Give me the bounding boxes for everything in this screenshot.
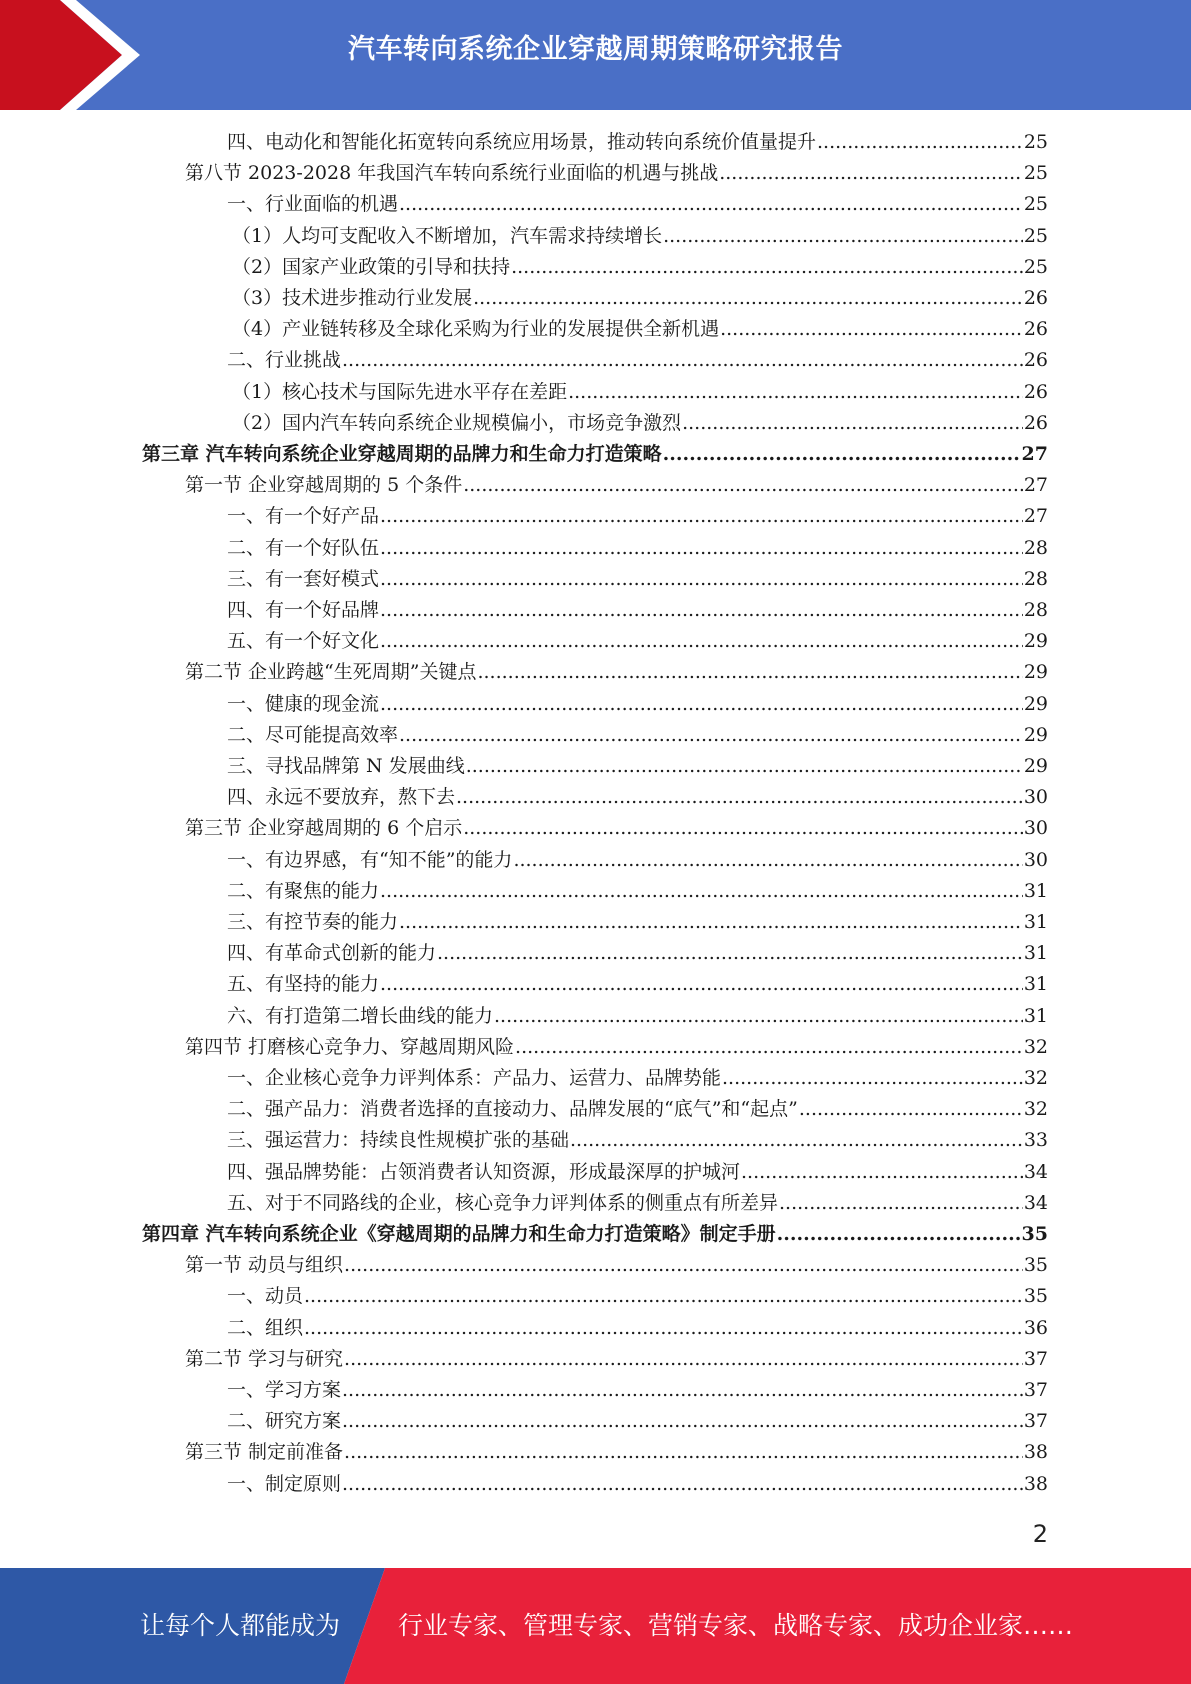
toc-entry-title: （1）人均可支配收入不断增加，汽车需求持续增长: [232, 224, 663, 247]
toc-dot-leader: [473, 283, 1023, 314]
toc-dot-leader: [304, 1281, 1023, 1312]
toc-dot-leader: [342, 1469, 1023, 1500]
toc-entry-title: 二、有一个好队伍: [227, 536, 380, 559]
toc-entry-page: 28: [1023, 536, 1048, 559]
toc-dot-leader: [799, 1094, 1023, 1125]
toc-entry[interactable]: [227, 1313, 1048, 1344]
toc-dot-leader: [342, 345, 1023, 376]
toc-dot-leader: [456, 782, 1023, 813]
toc-dot-leader: [399, 907, 1023, 938]
toc-entry[interactable]: [227, 189, 1048, 220]
toc-entry[interactable]: [227, 845, 1048, 876]
toc-entry-page: 30: [1023, 817, 1048, 840]
toc-entry-page: 28: [1023, 567, 1048, 590]
toc-entry-title: 第四节 打磨核心竞争力、穿越周期风险: [185, 1035, 515, 1058]
toc-entry[interactable]: [227, 564, 1048, 595]
toc-entry-title: 一、健康的现金流: [227, 692, 380, 715]
toc-entry[interactable]: [232, 377, 1048, 408]
toc-dot-leader: [682, 408, 1023, 439]
toc-dot-leader: [466, 751, 1023, 782]
toc-entry-title: 一、动员: [227, 1285, 304, 1308]
toc-entry[interactable]: [227, 1281, 1048, 1312]
toc-entry[interactable]: [232, 408, 1048, 439]
toc-entry-title: 第三章 汽车转向系统企业穿越周期的品牌力和生命力打造策略: [142, 443, 662, 465]
page-header: [0, 0, 1191, 110]
toc-dot-leader: [722, 1063, 1023, 1094]
toc-entry-page: 32: [1023, 1098, 1048, 1121]
toc-entry[interactable]: [227, 751, 1048, 782]
toc-entry-page: 34: [1023, 1191, 1048, 1214]
toc-dot-leader: [719, 158, 1023, 189]
toc-entry[interactable]: [227, 689, 1048, 720]
toc-dot-leader: [511, 252, 1023, 283]
toc-entry[interactable]: [227, 876, 1048, 907]
toc-entry-page: 31: [1023, 1004, 1048, 1027]
toc-entry-page: 26: [1023, 318, 1048, 341]
toc-dot-leader: [779, 1188, 1023, 1219]
toc-entry-title: （2）国家产业政策的引导和扶持: [232, 255, 511, 278]
toc-entry[interactable]: [227, 782, 1048, 813]
toc-entry[interactable]: [185, 1344, 1048, 1375]
toc-entry-page: 27: [1023, 474, 1048, 497]
toc-entry-title: 第四章 汽车转向系统企业《穿越周期的品牌力和生命力打造策略》制定手册: [142, 1223, 776, 1245]
toc-entry-page: 27: [1023, 505, 1048, 528]
toc-entry-title: 三、有控节奏的能力: [227, 911, 399, 933]
toc-dot-leader: [380, 564, 1023, 595]
toc-entry[interactable]: [227, 501, 1048, 532]
toc-dot-leader: [380, 595, 1023, 626]
toc-dot-leader: [344, 1344, 1023, 1375]
toc-dot-leader: [399, 720, 1023, 751]
toc-entry-page: 37: [1023, 1379, 1048, 1401]
toc-entry[interactable]: [142, 439, 1048, 470]
toc-entry[interactable]: [185, 813, 1048, 844]
toc-entry-title: 一、制定原则: [227, 1472, 342, 1495]
toc-dot-leader: [663, 221, 1023, 252]
toc-entry[interactable]: [185, 158, 1048, 189]
toc-entry-page: 34: [1023, 1160, 1048, 1183]
toc-entry-page: 35: [1021, 1223, 1048, 1245]
toc-entry-title: 四、强品牌势能：占领消费者认知资源，形成最深厚的护城河: [227, 1160, 741, 1183]
toc-dot-leader: [380, 876, 1023, 907]
toc-entry[interactable]: [232, 221, 1048, 252]
toc-entry-page: 27: [1021, 443, 1048, 465]
toc-entry[interactable]: [232, 252, 1048, 283]
toc-dot-leader: [437, 938, 1023, 969]
toc-dot-leader: [399, 189, 1023, 220]
toc-entry-page: 29: [1023, 661, 1048, 684]
toc-entry-title: 四、永远不要放弃，熬下去: [227, 786, 456, 809]
toc-dot-leader: [304, 1313, 1023, 1344]
toc-dot-leader: [380, 501, 1023, 532]
toc-dot-leader: [663, 439, 1021, 470]
toc-entry-page: 26: [1023, 349, 1048, 372]
toc-entry-page: 29: [1023, 630, 1048, 653]
toc-entry-page: 31: [1023, 879, 1048, 902]
toc-entry-title: 第二节 学习与研究: [185, 1347, 344, 1370]
toc-entry[interactable]: [227, 1125, 1048, 1156]
toc-entry-page: 25: [1023, 224, 1048, 247]
toc-entry-title: 二、组织: [227, 1316, 304, 1339]
toc-entry[interactable]: [227, 1001, 1048, 1032]
toc-dot-leader: [342, 1375, 1023, 1406]
toc-dot-leader: [570, 1125, 1023, 1156]
toc-entry[interactable]: [142, 1219, 1048, 1250]
toc-entry-title: 一、学习方案: [227, 1379, 342, 1401]
toc-entry[interactable]: [227, 1469, 1048, 1500]
toc-entry[interactable]: [227, 595, 1048, 626]
toc-entry-page: 37: [1023, 1347, 1048, 1370]
toc-entry-title: 五、有一个好文化: [227, 630, 380, 653]
toc-entry-page: 35: [1023, 1285, 1048, 1308]
toc-dot-leader: [777, 1219, 1021, 1250]
toc-entry-page: 32: [1023, 1035, 1048, 1058]
toc-entry[interactable]: [185, 470, 1048, 501]
footer-slogan-right: 行业专家、管理专家、营销专家、战略专家、成功企业家……: [398, 1611, 1074, 1640]
toc-entry-title: 四、电动化和智能化拓宽转向系统应用场景，推动转向系统价值量提升: [227, 131, 817, 153]
toc-dot-leader: [344, 1437, 1023, 1468]
toc-entry-page: 25: [1023, 131, 1048, 153]
toc-entry[interactable]: [185, 1032, 1048, 1063]
toc-entry-title: 第八节 2023-2028 年我国汽车转向系统行业面临的机遇与挑战: [185, 162, 719, 185]
toc-entry[interactable]: [227, 1063, 1048, 1094]
toc-entry-title: 一、行业面临的机遇: [227, 193, 399, 216]
toc-dot-leader: [463, 813, 1023, 844]
footer-slogan-left: 让每个人都能成为: [140, 1611, 341, 1640]
toc-entry-page: 29: [1023, 692, 1048, 715]
toc-entry-title: 二、行业挑战: [227, 349, 342, 372]
toc-entry-title: （3）技术进步推动行业发展: [232, 287, 473, 309]
toc-entry-title: 一、有一个好产品: [227, 505, 380, 528]
toc-dot-leader: [568, 377, 1023, 408]
toc-entry-title: 三、强运营力：持续良性规模扩张的基础: [227, 1129, 570, 1152]
toc-dot-leader: [380, 969, 1023, 1000]
toc-entry-page: 32: [1023, 1067, 1048, 1089]
report-title: 汽车转向系统企业穿越周期策略研究报告: [348, 34, 843, 65]
toc-entry-page: 38: [1023, 1472, 1048, 1495]
toc-entry[interactable]: [227, 127, 1048, 158]
toc-entry-title: 二、研究方案: [227, 1410, 342, 1433]
toc-dot-leader: [720, 314, 1023, 345]
toc-entry[interactable]: [227, 533, 1048, 564]
toc-entry[interactable]: [185, 1250, 1048, 1281]
toc-entry-title: 二、强产品力：消费者选择的直接动力、品牌发展的“底气”和“起点”: [227, 1098, 798, 1121]
toc-entry-page: 31: [1023, 911, 1048, 933]
toc-entry-title: 第二节 企业跨越“生死周期”关键点: [185, 661, 477, 684]
toc-entry-title: 一、企业核心竞争力评判体系：产品力、运营力、品牌势能: [227, 1067, 722, 1089]
toc-entry[interactable]: [227, 1094, 1048, 1125]
toc-entry[interactable]: [227, 1188, 1048, 1219]
toc-entry-title: 五、有坚持的能力: [227, 973, 380, 996]
page-number: 2: [1032, 1520, 1048, 1548]
toc-entry[interactable]: [227, 1406, 1048, 1437]
toc-entry-page: 31: [1023, 973, 1048, 996]
toc-dot-leader: [380, 689, 1023, 720]
toc-entry-title: 二、尽可能提高效率: [227, 723, 399, 746]
toc-dot-leader: [344, 1250, 1023, 1281]
toc-entry-page: 33: [1023, 1129, 1048, 1152]
toc-entry[interactable]: [232, 314, 1048, 345]
toc-dot-leader: [494, 1001, 1023, 1032]
toc-entry[interactable]: [227, 345, 1048, 376]
toc-entry-title: 第三节 制定前准备: [185, 1441, 344, 1464]
toc-entry-title: （2）国内汽车转向系统企业规模偏小，市场竞争激烈: [232, 411, 682, 434]
toc-entry-page: 26: [1023, 287, 1048, 309]
toc-entry[interactable]: [227, 1157, 1048, 1188]
toc-entry-page: 29: [1023, 755, 1048, 777]
toc-entry-page: 30: [1023, 848, 1048, 871]
page-footer: [0, 1568, 1191, 1684]
toc-entry[interactable]: [232, 283, 1048, 314]
toc-entry-page: 25: [1023, 193, 1048, 216]
toc-entry-page: 37: [1023, 1410, 1048, 1433]
toc-entry-title: 第一节 动员与组织: [185, 1254, 344, 1277]
toc-entry-title: 五、对于不同路线的企业，核心竞争力评判体系的侧重点有所差异: [227, 1191, 779, 1214]
toc-dot-leader: [515, 1032, 1023, 1063]
toc-dot-leader: [477, 657, 1022, 688]
toc-dot-leader: [513, 845, 1022, 876]
toc-entry-title: 三、有一套好模式: [227, 567, 380, 590]
toc-dot-leader: [463, 470, 1023, 501]
toc-entry[interactable]: [185, 1437, 1048, 1468]
toc-entry-title: 三、寻找品牌第 N 发展曲线: [227, 755, 465, 777]
toc-entry-page: 35: [1023, 1254, 1048, 1277]
toc-entry[interactable]: [227, 626, 1048, 657]
toc-entry-title: （1）核心技术与国际先进水平存在差距: [232, 380, 568, 403]
toc-entry[interactable]: [227, 969, 1048, 1000]
toc-entry-page: 30: [1023, 786, 1048, 809]
toc-entry[interactable]: [227, 1375, 1048, 1406]
toc-entry-page: 25: [1023, 162, 1048, 185]
toc-entry-title: 第三节 企业穿越周期的 6 个启示: [185, 817, 463, 840]
toc-entry[interactable]: [227, 720, 1048, 751]
toc-entry-page: 28: [1023, 599, 1048, 621]
toc-dot-leader: [741, 1157, 1023, 1188]
toc-entry-page: 29: [1023, 723, 1048, 746]
toc-dot-leader: [380, 626, 1023, 657]
toc-entry-title: 六、有打造第二增长曲线的能力: [227, 1004, 494, 1027]
toc-entry-title: 一、有边界感，有“知不能”的能力: [227, 848, 513, 871]
toc-entry-page: 26: [1023, 411, 1048, 434]
toc-entry[interactable]: [227, 907, 1048, 938]
toc-entry-page: 31: [1023, 942, 1048, 965]
toc-entry-page: 38: [1023, 1441, 1048, 1464]
toc-entry-title: 四、有革命式创新的能力: [227, 942, 437, 965]
toc-entry-title: 第一节 企业穿越周期的 5 个条件: [185, 474, 463, 497]
toc-dot-leader: [817, 127, 1023, 158]
toc-dot-leader: [380, 533, 1023, 564]
toc-entry-page: 25: [1023, 255, 1048, 278]
toc-entry-title: （4）产业链转移及全球化采购为行业的发展提供全新机遇: [232, 318, 720, 341]
toc-dot-leader: [342, 1406, 1023, 1437]
toc-entry-page: 36: [1023, 1316, 1048, 1339]
toc-entry-page: 26: [1023, 380, 1048, 403]
toc-entry[interactable]: [227, 938, 1048, 969]
toc-entry-title: 四、有一个好品牌: [227, 599, 380, 621]
toc-entry[interactable]: [185, 657, 1048, 688]
toc-entry-title: 二、有聚焦的能力: [227, 879, 380, 902]
